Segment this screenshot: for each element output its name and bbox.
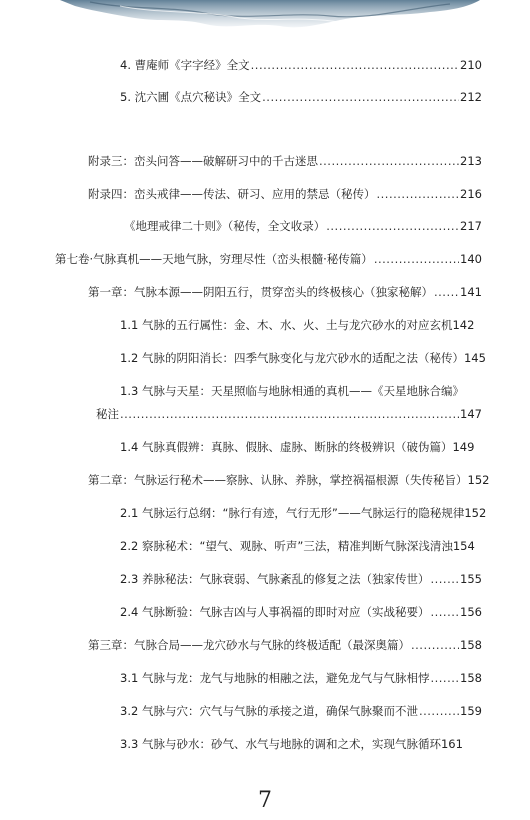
- toc-entry-title: 1.2 气脉的阴阳消长：四季气脉变化与龙穴砂水的适配之法（秘传）: [120, 351, 464, 365]
- toc-leader-dots: [120, 406, 459, 422]
- toc-leader-dots: [377, 186, 460, 202]
- toc-entry-title: 3.3 气脉与砂水：砂气、水气与地脉的调和之术，实现气脉循环: [120, 737, 441, 751]
- toc-entry-page: 158: [460, 671, 482, 685]
- toc-entry-page: 142: [452, 318, 475, 332]
- toc-entry[interactable]: [120, 350, 494, 366]
- toc-entry[interactable]: [55, 251, 482, 267]
- toc-entry-title: 1.4 气脉真假辨：真脉、假脉、虚脉、断脉的终极辨识（破伪篇）: [120, 440, 453, 454]
- toc-entry-page: 152: [464, 506, 487, 520]
- toc-leader-dots: [262, 89, 459, 105]
- toc-leader-dots: [374, 251, 459, 267]
- toc-entry-title: 2.4 气脉断验：气脉吉凶与人事祸福的即时对应（实战秘要）: [120, 605, 430, 619]
- toc-entry-page: 210: [460, 58, 482, 72]
- toc-entry-title-line2: 秘注: [96, 407, 119, 421]
- toc-entry-page: 154: [452, 539, 475, 553]
- toc-entry[interactable]: [120, 538, 482, 554]
- toc-entry-page: 212: [460, 90, 482, 104]
- toc-entry-title: 3.1 气脉与龙：龙气与地脉的相融之法，避免龙气与气脉相悖: [120, 671, 430, 685]
- toc-entry[interactable]: [120, 703, 482, 719]
- toc-entry-page: 147: [460, 407, 482, 421]
- toc-entry-title: 3.2 气脉与穴：穴气与气脉的承接之道，确保气脉聚而不泄: [120, 704, 418, 718]
- toc-entry[interactable]: [88, 153, 482, 169]
- toc-leader-dots: [419, 703, 459, 719]
- toc-entry[interactable]: [120, 89, 482, 105]
- toc-entry[interactable]: [120, 736, 482, 752]
- toc-entry-page: 161: [440, 737, 463, 751]
- toc-entry-title: 4. 曹庵师《字字经》全文: [120, 58, 250, 72]
- toc-entry[interactable]: [88, 472, 503, 488]
- toc-leader-dots: [430, 571, 459, 587]
- toc-leader-dots: [430, 670, 459, 686]
- toc-entry-title: 2.2 察脉秘术：“望气、观脉、听声”三法，精准判断气脉深浅清浊: [120, 539, 453, 553]
- toc-entry[interactable]: [120, 57, 482, 73]
- toc-entry-title: 5. 沈六圃《点穴秘诀》全文: [120, 90, 262, 104]
- toc-entry-title: 第二章：气脉运行秘术——察脉、认脉、养脉，掌控祸福根源（失传秘旨）: [88, 473, 468, 487]
- page-number: 7: [258, 788, 272, 813]
- toc-entry[interactable]: [120, 571, 482, 587]
- toc-entry[interactable]: [124, 218, 482, 234]
- toc-entry-continuation[interactable]: [96, 406, 482, 422]
- toc-entry-title: 附录四：峦头戒律——传法、研习、应用的禁忌（秘传）: [88, 187, 376, 201]
- toc-entry-page: 213: [460, 154, 482, 168]
- toc-entry-page: 141: [460, 285, 482, 299]
- toc-entry-title: 附录三：峦头问答——破解研习中的千古迷思: [88, 154, 318, 168]
- toc-entry-title: 第七卷·气脉真机——天地气脉，穷理尽性（峦头根髓·秘传篇）: [55, 252, 373, 266]
- toc-leader-dots: [411, 637, 459, 653]
- toc-entry-page: 140: [460, 252, 482, 266]
- toc-entry-title: 1.1 气脉的五行属性：金、木、水、火、土与龙穴砂水的对应玄机: [120, 318, 453, 332]
- toc-entry[interactable]: [120, 317, 482, 333]
- toc-entry-page: 159: [460, 704, 482, 718]
- toc-entry-page: 155: [460, 572, 482, 586]
- toc-entry-page: 216: [460, 187, 482, 201]
- toc-entry[interactable]: [88, 186, 482, 202]
- toc-entry[interactable]: [120, 439, 482, 455]
- toc-leader-dots: [319, 153, 459, 169]
- toc-leader-dots: [430, 604, 459, 620]
- toc-entry-page: 156: [460, 605, 482, 619]
- toc-entry[interactable]: [120, 604, 482, 620]
- toc-entry[interactable]: [88, 284, 482, 300]
- toc-entry-page: 158: [460, 638, 482, 652]
- toc-leader-dots: [326, 218, 459, 234]
- toc-entry[interactable]: [88, 637, 482, 653]
- ink-wash-header-decoration: [0, 0, 530, 40]
- toc-entry-page: 149: [452, 440, 475, 454]
- toc-entry[interactable]: [120, 670, 482, 686]
- toc-entry[interactable]: [120, 505, 494, 521]
- toc-entry-title-line1[interactable]: 1.3 气脉与天星：天星照临与地脉相通的真机——《天星地脉合编》: [120, 384, 464, 398]
- toc-entry-title: 2.3 养脉秘法：气脉衰弱、气脉紊乱的修复之法（独家传世）: [120, 572, 430, 586]
- toc-entry-title: 第一章：气脉本源——阴阳五行，贯穿峦头的终极核心（独家秘解）: [88, 285, 433, 299]
- toc-entry-page: 152: [467, 473, 490, 487]
- toc-leader-dots: [251, 57, 459, 73]
- toc-entry-page: 145: [463, 351, 486, 365]
- toc-entry-title: 第三章：气脉合局——龙穴砂水与气脉的终极适配（最深奥篇）: [88, 638, 410, 652]
- toc-entry-page: 217: [460, 219, 482, 233]
- toc-leader-dots: [434, 284, 459, 300]
- toc-entry-title: 2.1 气脉运行总纲：“脉行有迹，气行无形”——气脉运行的隐秘规律: [120, 506, 465, 520]
- toc-entry-title: 《地理戒律二十则》（秘传，全文收录）: [124, 219, 326, 233]
